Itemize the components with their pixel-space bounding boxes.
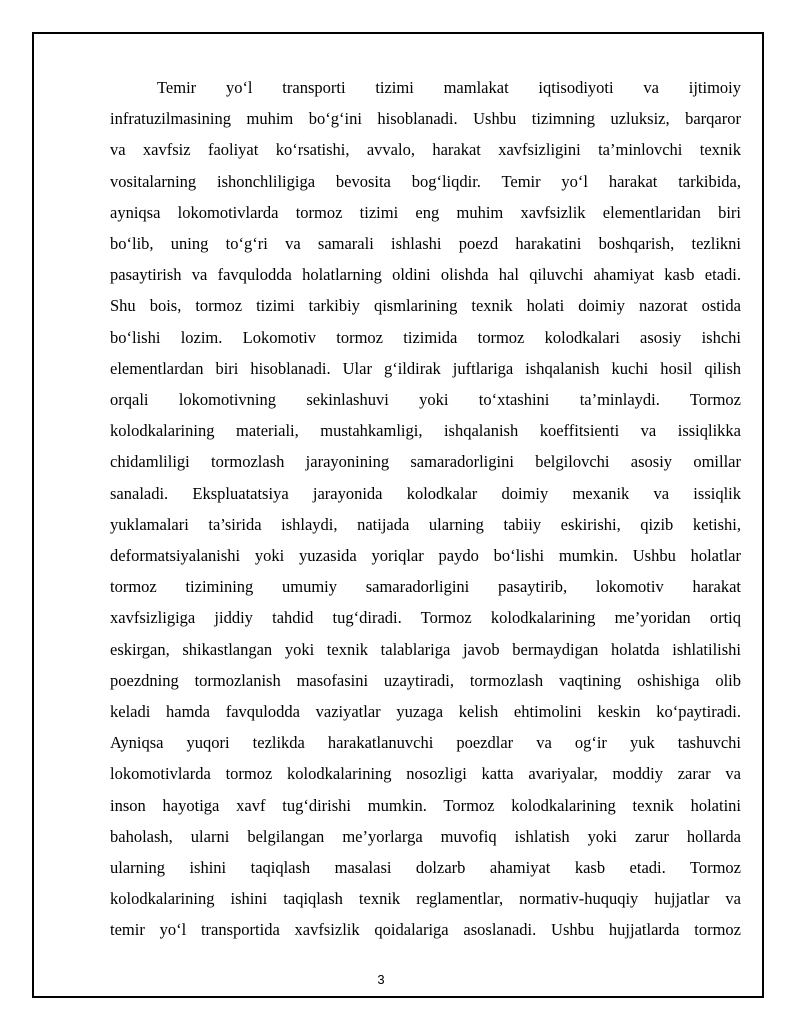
paragraph-line: deformatsiyalanishi yoki yuzasida yoriqlar paydo bo‘lishi mumkin. Ushbu holatlar	[110, 546, 741, 566]
paragraph-line: baholash, ularni belgilangan me’yorlarga muvofiq ishlatish yoki zarur hollarda	[110, 826, 741, 846]
paragraph-line: Temir yo‘l transporti tizimi mamlakat iqtisodiyoti va ijtimoiy	[157, 78, 741, 97]
paragraph-line: bo‘lishi lozim. Lokomotiv tormoz tizimida tormoz kolodkalari asosiy ishchi	[110, 327, 741, 347]
paragraph-line: xavfsizligiga jiddiy tahdid tug‘diradi. Tormoz kolodkalarining me’yoridan ortiq	[110, 608, 741, 628]
paragraph-line: temir yo‘l transportida xavfsizlik qoidalariga asoslanadi. Ushbu hujjatlarda tormoz	[110, 920, 741, 940]
paragraph-line: eskirgan, shikastlangan yoki texnik talablariga javob bermaydigan holatda ishlatilishi	[110, 639, 741, 659]
page-number: 3	[377, 972, 385, 987]
paragraph-line: yuklamalari ta’sirida ishlaydi, natijada ularning tabiiy eskirishi, qizib ketishi,	[110, 514, 741, 534]
paragraph-line: kolodkalarining ishini taqiqlash texnik reglamentlar, normativ-huquqiy hujjatlar va	[110, 889, 741, 909]
paragraph-line: chidamliligi tormozlash jarayonining samaradorligini belgilovchi asosiy omillar	[110, 452, 741, 472]
paragraph-line: infratuzilmasining muhim bo‘g‘ini hisoblanadi. Ushbu tizimning uzluksiz, barqaror	[110, 109, 741, 129]
paragraph-line: kolodkalarining materiali, mustahkamligi, ishqalanish koeffitsienti va issiqlikka	[110, 421, 741, 441]
paragraph-line: ayniqsa lokomotivlarda tormoz tizimi eng muhim xavfsizlik elementlaridan biri	[110, 202, 741, 222]
paragraph-line: keladi hamda favqulodda vaziyatlar yuzaga kelish ehtimolini keskin ko‘paytiradi.	[110, 702, 741, 722]
paragraph-line: tormoz tizimining umumiy samaradorligini pasaytirib, lokomotiv harakat	[110, 577, 741, 597]
paragraph-line: Shu bois, tormoz tizimi tarkibiy qismlarining texnik holati doimiy nazorat ostida	[110, 296, 741, 316]
paragraph-line: elementlardan biri hisoblanadi. Ular g‘ildirak juftlariga ishqalanish kuchi hosil qilish	[110, 358, 741, 378]
paragraph-line: inson hayotiga xavf tug‘dirishi mumkin. Tormoz kolodkalarining texnik holatini	[110, 795, 741, 815]
paragraph-line: lokomotivlarda tormoz kolodkalarining nosozligi katta avariyalar, moddiy zarar va	[110, 764, 741, 784]
paragraph-line: va xavfsiz faoliyat ko‘rsatishi, avvalo, harakat xavfsizligini ta’minlovchi texnik	[110, 140, 741, 160]
paragraph-line: poezdning tormozlanish masofasini uzaytiradi, tormozlash vaqtining oshishiga olib	[110, 670, 741, 690]
paragraph-line: orqali lokomotivning sekinlashuvi yoki to‘xtashini ta’minlaydi. Tormoz	[110, 390, 741, 410]
paragraph-line: ularning ishini taqiqlash masalasi dolzarb ahamiyat kasb etadi. Tormoz	[110, 858, 741, 878]
paragraph-line: pasaytirish va favqulodda holatlarning oldini olishda hal qiluvchi ahamiyat kasb etadi.	[110, 265, 741, 285]
paragraph-line: vositalarning ishonchliligiga bevosita bog‘liqdir. Temir yo‘l harakat tarkibida,	[110, 171, 741, 191]
body-paragraph	[110, 72, 741, 946]
paragraph-line: Ayniqsa yuqori tezlikda harakatlanuvchi poezdlar va og‘ir yuk tashuvchi	[110, 733, 741, 753]
paragraph-line: sanaladi. Ekspluatatsiya jarayonida kolodkalar doimiy mexanik va issiqlik	[110, 483, 741, 503]
paragraph-line: bo‘lib, uning to‘g‘ri va samarali ishlashi poezd harakatini boshqarish, tezlikni	[110, 234, 741, 254]
